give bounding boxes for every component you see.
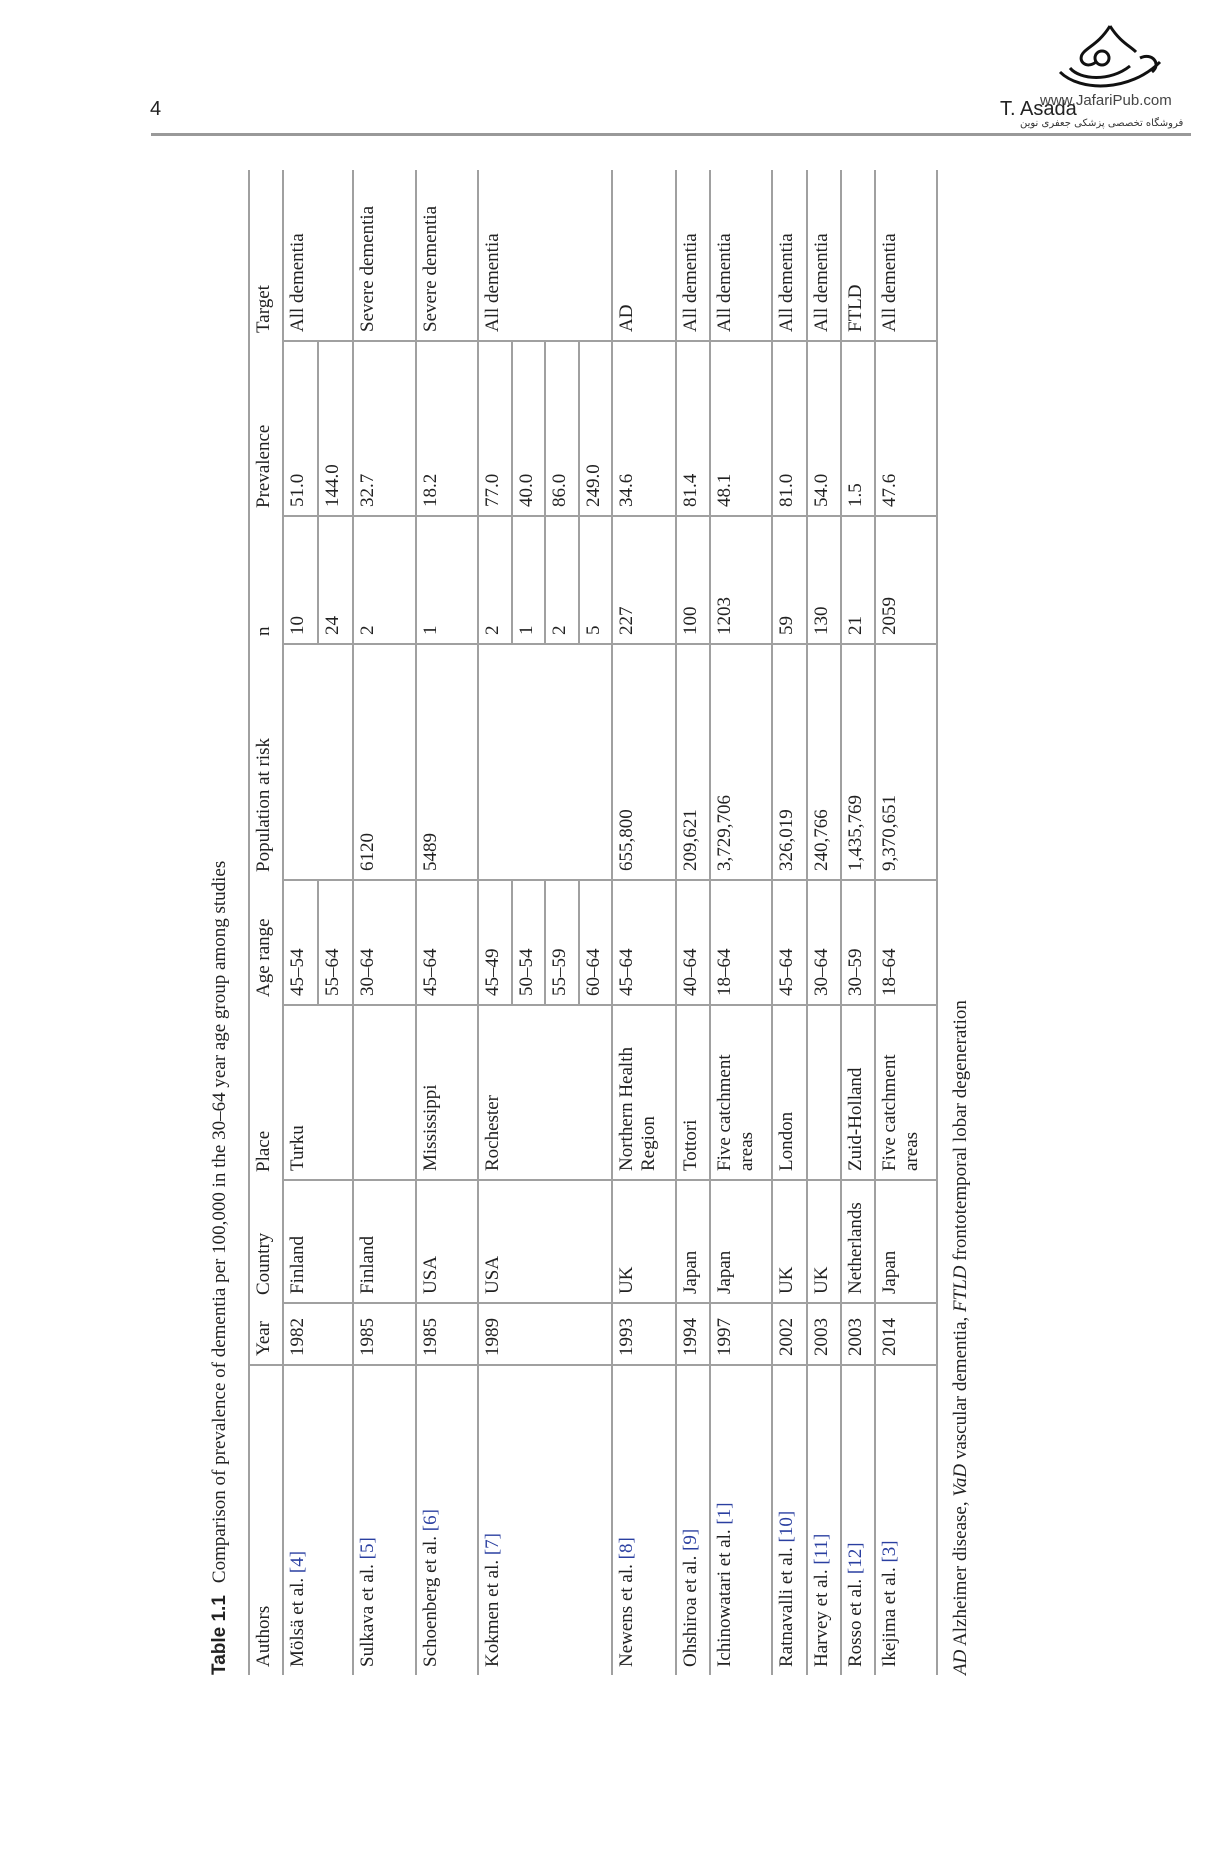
citation-link[interactable]: [9] [680,1528,701,1551]
footnote-text: frontotemporal lobar degeneration [950,1000,971,1266]
prevalence-cell: 40.0 [512,341,546,516]
table-label: Table 1.1 [209,1595,230,1675]
footnote-abbreviation: AD [950,1649,971,1675]
place-cell: Tottori [676,1005,710,1180]
n-cell: 10 [283,516,318,644]
target-cell: All dementia [710,170,772,341]
table-caption-text: Comparison of prevalence of dementia per 100,000 in the 30–64 year age group among studies [209,860,230,1584]
population-cell [283,644,353,880]
target-cell: FTLD [841,170,875,341]
target-cell: AD [612,170,676,341]
target-cell: All dementia [283,170,353,341]
prevalence-cell: 1.5 [841,341,875,516]
table-row [353,170,416,1675]
author-cell [710,1365,772,1675]
age-range-cell: 40–64 [676,880,710,1005]
author-name: Rosso et al. [845,1578,866,1667]
year-cell: 2014 [875,1303,937,1365]
column-header: Population at risk [249,644,283,880]
column-header: Age range [249,880,283,1005]
age-range-cell: 30–59 [841,880,875,1005]
watermark-tagline: فروشگاه تخصصی پزشکی جعفری نوین [1020,118,1184,129]
place-cell: London [772,1005,807,1180]
n-cell: 1203 [710,516,772,644]
population-cell [478,644,612,880]
prevalence-cell: 54.0 [807,341,841,516]
year-cell: 1982 [283,1303,353,1365]
author-cell [478,1365,612,1675]
table-row [875,170,937,1675]
prevalence-cell: 81.0 [772,341,807,516]
author-cell [807,1365,841,1675]
year-cell: 1994 [676,1303,710,1365]
age-range-cell: 18–64 [875,880,937,1005]
target-cell: All dementia [478,170,612,341]
rotated-table-block [205,170,980,1675]
author-name: Mölsä et al. [287,1577,308,1667]
table-row [416,170,478,1675]
author-cell [416,1365,478,1675]
population-cell: 655,800 [612,644,676,880]
place-cell [807,1005,841,1180]
country-cell: UK [807,1180,841,1303]
prevalence-cell: 51.0 [283,341,318,516]
prevalence-cell: 32.7 [353,341,416,516]
citation-link[interactable]: [6] [420,1509,441,1532]
watermark-url: www.JafariPub.com [1040,92,1172,109]
population-cell: 3,729,706 [710,644,772,880]
table-row [612,170,676,1675]
n-cell: 2 [545,516,579,644]
population-cell: 1,435,769 [841,644,875,880]
age-range-cell: 45–49 [478,880,512,1005]
country-cell: USA [478,1180,612,1303]
citation-link[interactable]: [1] [714,1502,735,1525]
target-cell: Severe dementia [416,170,478,341]
place-cell: Mississippi [416,1005,478,1180]
age-range-cell: 45–54 [283,880,318,1005]
author-name: Schoenberg et al. [420,1535,441,1667]
author-name: Harvey et al. [811,1569,832,1667]
author-cell [353,1365,416,1675]
age-range-cell: 45–64 [612,880,676,1005]
table-row [283,170,318,1675]
prevalence-cell: 86.0 [545,341,579,516]
year-cell: 1997 [710,1303,772,1365]
age-range-cell: 30–64 [353,880,416,1005]
table-row [710,170,772,1675]
author-cell [612,1365,676,1675]
column-header: Place [249,1005,283,1180]
author-cell [875,1365,937,1675]
prevalence-cell: 144.0 [318,341,353,516]
citation-link[interactable]: [11] [811,1533,832,1565]
author-name: Ohshiroa et al. [680,1555,701,1667]
year-cell: 1993 [612,1303,676,1365]
year-cell: 2003 [807,1303,841,1365]
prevalence-cell: 81.4 [676,341,710,516]
place-cell: Rochester [478,1005,612,1180]
table-footnote [950,1000,972,1675]
country-cell: USA [416,1180,478,1303]
footnote-text: Alzheimer disease, [950,1496,971,1650]
age-range-cell: 45–64 [772,880,807,1005]
column-header: Country [249,1180,283,1303]
running-head: T. Asada [1000,98,1077,120]
n-cell: 2 [478,516,512,644]
n-cell: 24 [318,516,353,644]
n-cell: 21 [841,516,875,644]
page-number: 4 [150,98,162,120]
author-name: Ikejima et al. [879,1567,900,1667]
place-cell: Turku [283,1005,353,1180]
calligraphy-logo-icon [1040,22,1180,94]
place-cell: Zuid-Holland [841,1005,875,1180]
place-cell [353,1005,416,1180]
footnote-abbreviation: VaD [950,1463,971,1497]
prevalence-cell: 18.2 [416,341,478,516]
prevalence-cell: 34.6 [612,341,676,516]
target-cell: All dementia [875,170,937,341]
population-cell: 209,621 [676,644,710,880]
country-cell: Japan [710,1180,772,1303]
target-cell: All dementia [676,170,710,341]
table-row [841,170,875,1675]
table-row [478,170,512,1675]
column-header: Prevalence [249,341,283,516]
n-cell: 5 [579,516,613,644]
author-name: Sulkava et al. [357,1564,378,1667]
year-cell: 1985 [353,1303,416,1365]
n-cell: 1 [512,516,546,644]
country-cell: Finland [283,1180,353,1303]
place-cell: Northern Health Region [612,1005,676,1180]
watermark-logo [1020,22,1200,137]
year-cell: 2002 [772,1303,807,1365]
citation-link[interactable]: [8] [616,1537,637,1560]
table-row [676,170,710,1675]
place-cell: Five catchment areas [710,1005,772,1180]
citation-link[interactable]: [7] [482,1532,503,1556]
author-cell [283,1365,353,1675]
author-cell [676,1365,710,1675]
author-cell [772,1365,807,1675]
year-cell: 1989 [478,1303,612,1365]
citation-link[interactable]: [3] [879,1540,900,1563]
column-header: Target [249,170,283,341]
population-cell: 9,370,651 [875,644,937,880]
target-cell: All dementia [772,170,807,341]
author-name: Kokmen et al. [482,1559,503,1667]
citation-link[interactable]: [5] [357,1537,378,1560]
n-cell: 130 [807,516,841,644]
country-cell: Netherlands [841,1180,875,1303]
target-cell: All dementia [807,170,841,341]
population-cell: 5489 [416,644,478,880]
age-range-cell: 50–54 [512,880,546,1005]
age-range-cell: 30–64 [807,880,841,1005]
table-caption [209,861,231,1675]
table-header-row [249,170,283,1675]
citation-link[interactable]: [12] [845,1542,866,1575]
footnote-text: vascular dementia, [950,1311,971,1464]
year-cell: 1985 [416,1303,478,1365]
prevalence-cell: 47.6 [875,341,937,516]
age-range-cell: 55–64 [318,880,353,1005]
column-header: Authors [249,1365,283,1675]
author-name: Ratnavalli et al. [776,1547,797,1667]
country-cell: Japan [875,1180,937,1303]
country-cell: Japan [676,1180,710,1303]
column-header: n [249,516,283,644]
age-range-cell: 60–64 [579,880,613,1005]
target-cell: Severe dementia [353,170,416,341]
n-cell: 1 [416,516,478,644]
prevalence-cell: 48.1 [710,341,772,516]
population-cell: 326,019 [772,644,807,880]
column-header: Year [249,1303,283,1365]
place-cell: Five catchment areas [875,1005,937,1180]
age-range-cell: 45–64 [416,880,478,1005]
n-cell: 2059 [875,516,937,644]
author-name: Ichinowatari et al. [714,1529,735,1667]
age-range-cell: 18–64 [710,880,772,1005]
prevalence-cell: 77.0 [478,341,512,516]
prevalence-table [248,170,938,1675]
author-name: Newens et al. [616,1564,637,1667]
year-cell: 2003 [841,1303,875,1365]
n-cell: 100 [676,516,710,644]
age-range-cell: 55–59 [545,880,579,1005]
country-cell: Finland [353,1180,416,1303]
country-cell: UK [612,1180,676,1303]
n-cell: 59 [772,516,807,644]
table-row [772,170,807,1675]
prevalence-cell: 249.0 [579,341,613,516]
author-cell [841,1365,875,1675]
n-cell: 227 [612,516,676,644]
population-cell: 240,766 [807,644,841,880]
table-row [807,170,841,1675]
n-cell: 2 [353,516,416,644]
country-cell: UK [772,1180,807,1303]
citation-link[interactable]: [4] [287,1550,308,1574]
footnote-abbreviation: FTLD [950,1265,971,1312]
citation-link[interactable]: [10] [776,1510,797,1543]
population-cell: 6120 [353,644,416,880]
